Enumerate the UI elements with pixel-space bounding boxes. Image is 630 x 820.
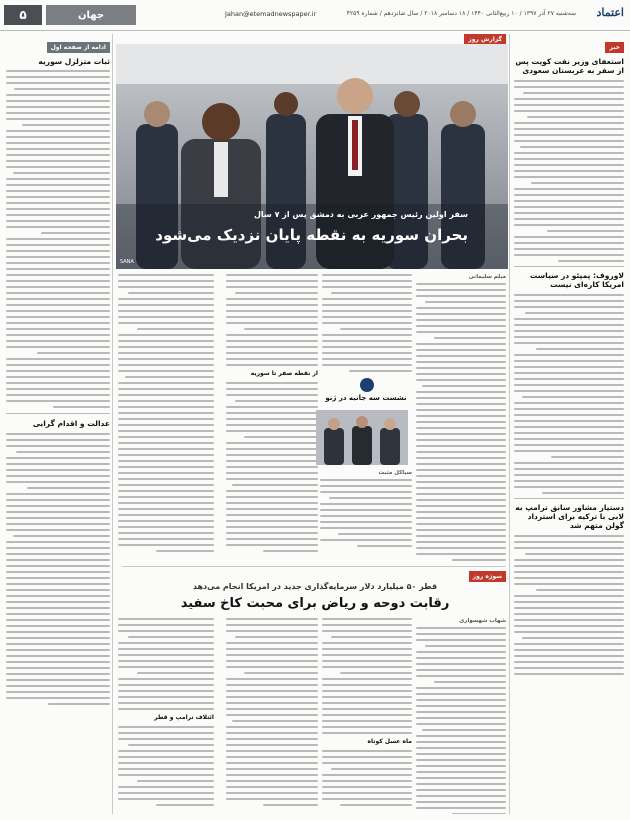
dateline: سه‌شنبه ۲۷ آذر ۱۳۹۷ / ۱۰ ربیع‌الثانی ۱۴۴۰ / ۱۸ دسامبر ۲۰۱۸ / سال شانزدهم / شماره ۴۲۵۹ — [346, 10, 576, 17]
lead-photo — [116, 44, 508, 269]
bottom-text-col-3 — [226, 618, 318, 814]
left-story2-title: عدالت و اقدام گرایی — [32, 419, 110, 429]
small-story-byline: سیاکل مثبت — [378, 470, 412, 476]
lead-headline: بحران سوریه به نقطه پایان نزدیک می‌شود — [155, 226, 468, 244]
left-story1-body — [6, 70, 110, 408]
left-column — [6, 34, 110, 814]
lead-kicker: سفر اولین رئیس جمهور عربی به دمشق پس از ۷ سال — [253, 210, 468, 219]
lead-text-col-4 — [118, 274, 214, 564]
news-label: خبر — [605, 42, 624, 53]
lead-byline: میلم سلیمانی — [468, 274, 506, 280]
right-story1-title: استعفای وزیر نفت کویت پس از سفر به عربستان سعودی — [515, 57, 624, 76]
bottom-subhead-1: ماه عسل کوتاه — [367, 738, 412, 745]
right-column — [514, 34, 624, 814]
bottom-headline: رقابت دوحه و ریاض برای محبت کاخ سفید — [180, 596, 450, 611]
section-email[interactable]: Jahan@etemadnewspaper.ir — [225, 10, 317, 18]
small-story-photo — [316, 410, 408, 465]
right-story2-body — [514, 294, 624, 494]
bottom-text-col-1 — [416, 618, 506, 814]
bottom-subhead-2: ائتلاف ترامپ و قطر — [154, 714, 214, 721]
small-story-body — [320, 470, 412, 562]
page-number: ۵ — [4, 5, 42, 25]
left-story1-title: ثبات متزلزل سوریه — [38, 57, 110, 66]
bottom-byline: شهاب شهسواری — [459, 618, 506, 624]
lead-text-col-2 — [322, 274, 412, 374]
bottom-text-col-2 — [322, 618, 412, 814]
left-story2-body — [6, 433, 110, 705]
lead-text-col-1 — [416, 274, 506, 564]
editorial-label: ادامه از صفحه اول — [47, 42, 110, 53]
right-story3-body — [514, 535, 624, 675]
small-story-icon — [360, 378, 374, 392]
lead-subhead: از نقطه صفر تا سوریه — [250, 370, 318, 377]
bottom-kicker: قطر ۵۰ میلیارد دلار سرمایه‌گذاری جدید در امریکا انجام می‌دهد — [192, 582, 438, 591]
bottom-text-col-4 — [118, 618, 214, 814]
lead-text-col-3 — [226, 274, 318, 564]
photo-credit: SANA — [120, 259, 134, 265]
masthead-bar — [0, 0, 630, 31]
newspaper-logo: اعتماد — [596, 6, 624, 19]
right-story1-body — [514, 80, 624, 262]
small-story-headline: نشست سه جانبه در ژنو — [325, 394, 407, 402]
right-story3-title: دستیار مشاور سابق ترامپ به لابی با ترکیه برای استرداد گولن متهم شد — [515, 502, 624, 531]
section-tab: جهان — [46, 5, 136, 25]
report2-label: سوژه روز — [469, 571, 506, 582]
report-label: گزارش روز — [464, 34, 506, 45]
right-story2-title: لاوروف: پمپئو در سیاست امریکا کاره‌ای نیست — [529, 270, 624, 290]
